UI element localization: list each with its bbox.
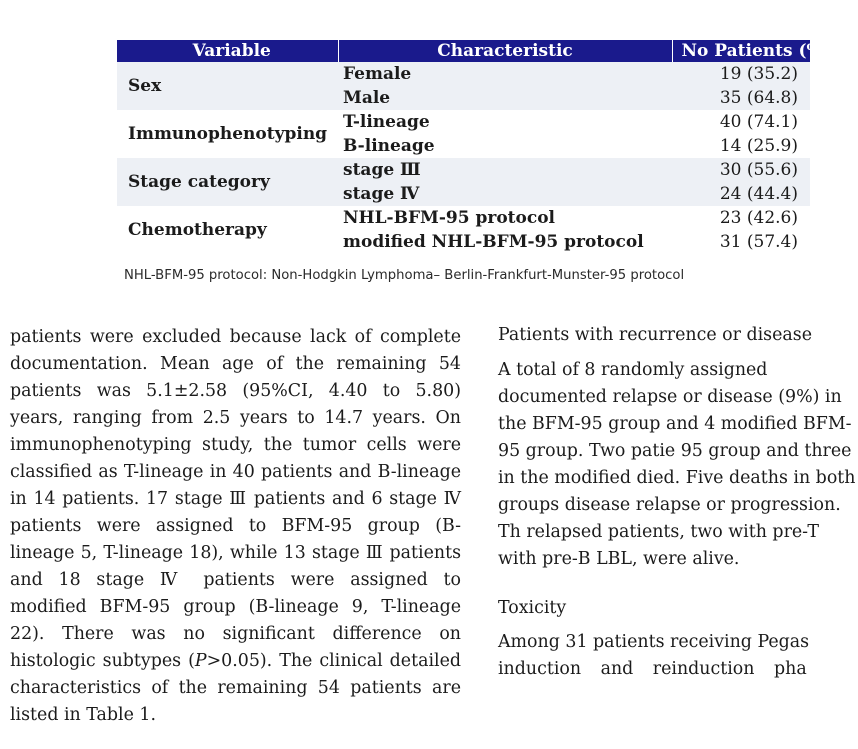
variable-cell: Immunophenotyping bbox=[128, 124, 328, 144]
characteristic-cell: NHL-BFM-95 protocol bbox=[343, 208, 556, 228]
characteristic-cell: stage Ⅳ bbox=[338, 182, 672, 206]
table-footnote: NHL-BFM-95 protocol: Non-Hodgkin Lymphoma– Berlin-Frankfurt-Munster-95 protocol bbox=[124, 268, 685, 283]
body-line: induction and reinduction pha bbox=[498, 659, 807, 679]
table-row bbox=[117, 158, 810, 182]
body-line: relapsed patients, two with pre-T bbox=[526, 522, 820, 542]
section-heading-recurrence: Patients with recurrence or bbox=[498, 325, 741, 345]
variable-cell: Chemotherapy bbox=[128, 220, 267, 240]
variable-cell: Stage category bbox=[117, 158, 338, 206]
characteristic-cell: Female bbox=[338, 62, 672, 86]
value-cell: 23 (42.6) bbox=[719, 208, 798, 228]
value-cell: 31 (57.4) bbox=[719, 232, 798, 252]
value-cell: 40 (74.1) bbox=[719, 112, 798, 132]
right-text-column bbox=[498, 320, 856, 749]
value-cell: 35 (64.8) bbox=[672, 86, 810, 110]
section-heading-toxicity: Toxicity bbox=[498, 598, 567, 618]
body-line: died. Five deaths in both groups bbox=[498, 468, 856, 515]
body-line: documented relapse or disease bbox=[498, 387, 773, 407]
characteristic-cell: modified NHL-BFM-95 protocol bbox=[343, 232, 644, 252]
characteristic-cell: T-lineage bbox=[343, 112, 430, 132]
left-text-column bbox=[10, 324, 461, 729]
value-cell: 19 (35.2) bbox=[672, 62, 810, 86]
value-cell: 30 (55.6) bbox=[672, 158, 810, 182]
value-cell: 24 (44.4) bbox=[672, 182, 810, 206]
table-row bbox=[117, 110, 810, 134]
body-line: 95 group and three in the modified bbox=[498, 441, 852, 488]
value-cell: 14 (25.9) bbox=[719, 136, 798, 156]
section-heading-recurrence-cont: disease bbox=[746, 325, 812, 345]
table-row bbox=[117, 206, 810, 230]
body-line: modified BFM-95 group. Two patie bbox=[498, 414, 852, 461]
table-row bbox=[117, 62, 810, 86]
body-line: A total of 8 randomly assigned bbox=[498, 360, 768, 380]
body-line: (9%) in the BFM-95 group and 4 bbox=[498, 387, 842, 434]
body-paragraph: patients were excluded because lack of complete documentation. Mean age of the remaining 54 patients was 5.1±2.58 (95%CI, 4.40 to 5.80) years, ranging from 2.5 years to 14.7 years. On immunophenotyping study, the tumor cells were classified as T-lineage in 40 patients and B-lineage in 14 patients. 17 stage Ⅲ patients and 6 stage Ⅳ patients were assigned to BFM-95 group (B-lineage 5, T-lineage 18), while 13 stage Ⅲ patients and 18 stage Ⅳ patients were assigned to modified BFM-95 group (B-lineage 9, T-lineage 22). There was no significant difference on histologic subtypes (P>0.05). The clinical detailed characteristics of the remaining 54 patients are listed in Table 1. bbox=[10, 327, 462, 725]
characteristic-cell: stage Ⅲ bbox=[338, 158, 672, 182]
p-value-symbol: P bbox=[194, 651, 207, 671]
body-line: with pre-B LBL, were alive. bbox=[498, 549, 740, 569]
characteristic-cell: B-lineage bbox=[343, 136, 435, 156]
header-no-patients: No Patients (%) bbox=[672, 40, 810, 62]
header-characteristic: Characteristic bbox=[338, 40, 672, 62]
characteristic-cell: Male bbox=[338, 86, 672, 110]
table-header bbox=[117, 40, 831, 62]
patient-characteristics-table bbox=[117, 40, 831, 254]
variable-cell: Sex bbox=[117, 62, 338, 110]
body-line: disease relapse or progression. Th bbox=[498, 495, 841, 542]
header-variable: Variable bbox=[117, 40, 338, 62]
body-line: Among 31 patients receiving Pegas bbox=[498, 632, 810, 652]
